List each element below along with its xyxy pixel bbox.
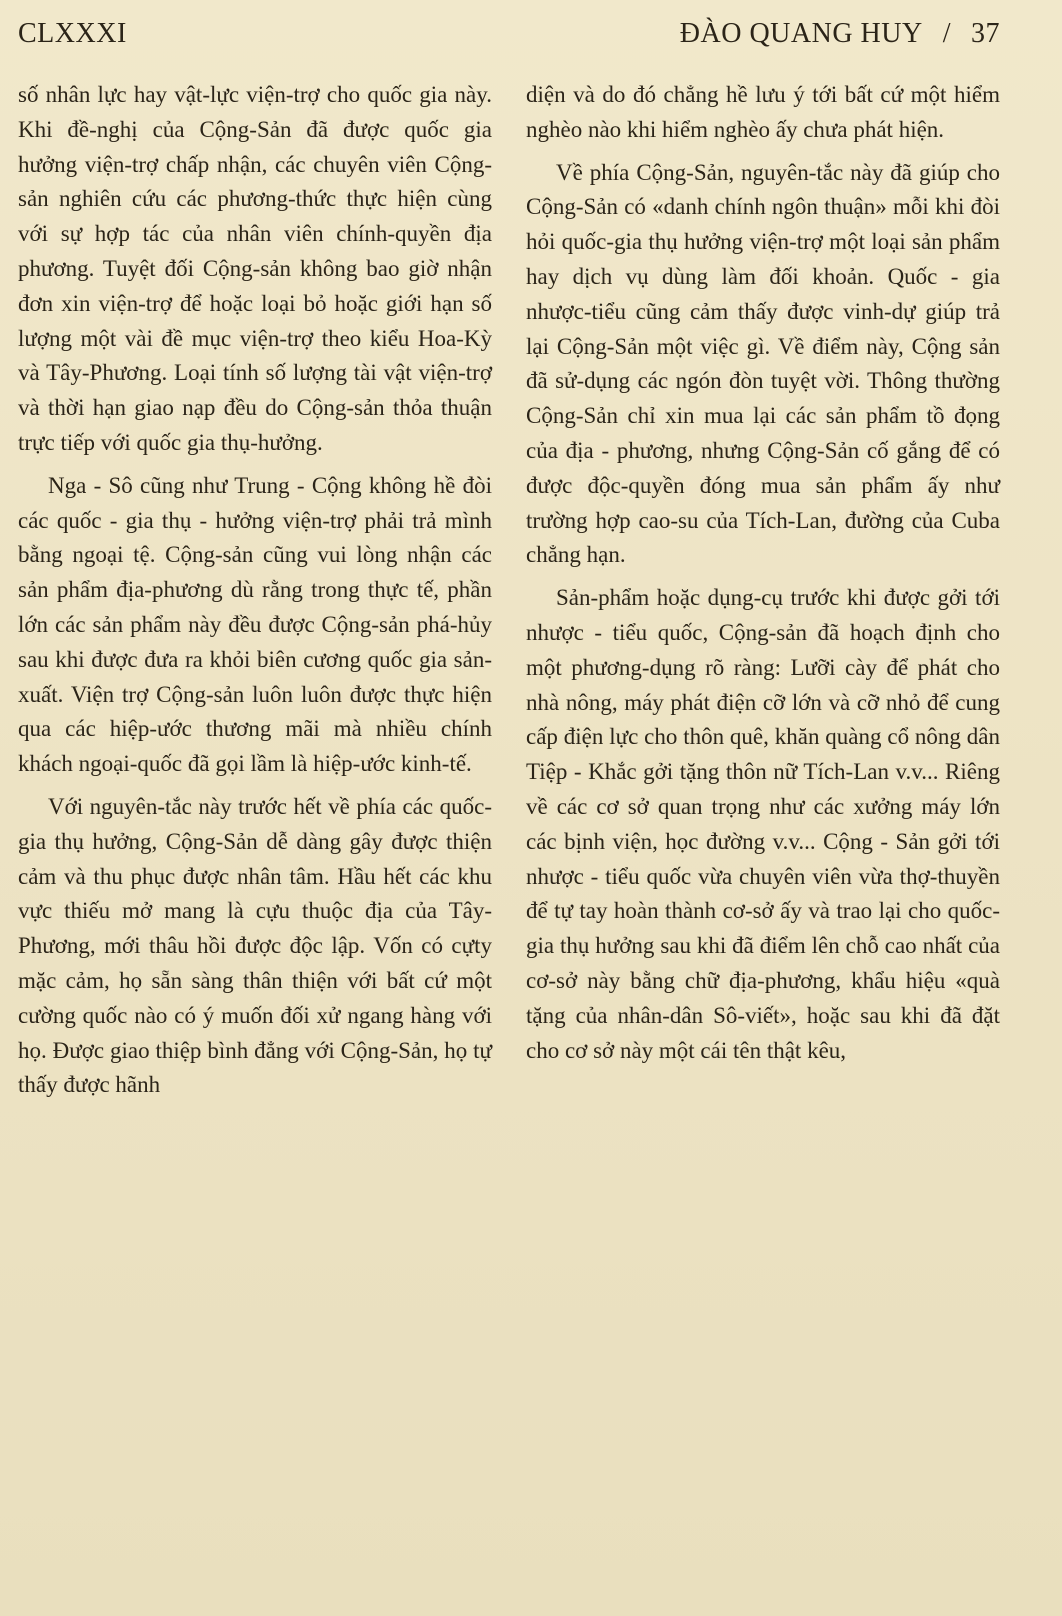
left-column (18, 78, 492, 1103)
paragraph: Về phía Cộng-Sản, nguyên-tắc này đã giúp cho Cộng-Sản có «danh chính ngôn thuận» mỗi khi đòi hỏi quốc-gia thụ hưởng viện-trợ một loại sản phẩm hay dịch vụ dùng làm đối khoản. Quốc - gia nhược-tiểu cũng cảm thấy được vinh-dự giúp trả lại Cộng-Sản một việc gì. Về điểm này, Cộng sản đã sử-dụng các ngón đòn tuyệt vời. Thông thường Cộng-Sản chỉ xin mua lại các sản phẩm tồ đọng của địa - phương, nhưng Cộng-Sản cố gắng để có được độc-quyền đóng mua sản phẩm ấy như trường hợp cao-su của Tích-Lan, đường của Cuba chẳng hạn. (526, 159, 1000, 568)
paragraph: số nhân lực hay vật-lực viện-trợ cho quốc gia này. Khi đề-nghị của Cộng-Sản đã được quốc gia hưởng viện-trợ chấp nhận, các chuyên viên Cộng-sản nghiên cứu các phương-thức thực hiện cùng với sự hợp tác của nhân viên chính-quyền địa phương. Tuyệt đối Cộng-sản không bao giờ nhận đơn xin viện-trợ để hoặc loại bỏ hoặc giới hạn số lượng một vài đề mục viện-trợ theo kiểu Hoa-Kỳ và Tây-Phương. Loại tính số lượng tài vật viện-trợ và thời hạn giao nạp đều do Cộng-sản thỏa thuận trực tiếp với quốc gia thụ-hưởng. (18, 82, 492, 455)
page-header (18, 14, 1000, 54)
running-head-right (680, 18, 1000, 50)
paragraph: Sản-phẩm hoặc dụng-cụ trước khi được gởi tới nhược - tiểu quốc, Cộng-sản đã hoạch định cho một phương-dụng rõ ràng: Lưỡi cày để phát cho nhà nông, máy phát điện cỡ lớn và cỡ nhỏ để cung cấp điện lực cho thôn quê, khăn quàng cổ nông dân Tiệp - Khắc gởi tặng thôn nữ Tích-Lan v.v... Riêng về các cơ sở quan trọng như các xưởng máy lớn các bịnh viện, học đường v.v... Cộng - Sản gởi tới nhược - tiểu quốc vừa chuyên viên vừa thợ-thuyền để tự tay hoàn thành cơ-sở ấy và trao lại cho quốc-gia thụ hưởng sau khi đã điểm lên chỗ cao nhất của cơ-sở này bằng chữ địa-phương, khẩu hiệu «quà tặng của nhân-dân Sô-viết», hoặc sau khi đã đặt cho cơ sở này một cái tên thật kêu, (526, 585, 1000, 1063)
page-number: 37 (971, 18, 1000, 49)
paragraph: Với nguyên-tắc này trước hết về phía các quốc-gia thụ hưởng, Cộng-Sản dễ dàng gây được thiện cảm và thu phục được nhân tâm. Hầu hết các khu vực thiếu mở mang là cựu thuộc địa của Tây-Phương, mới thâu hồi được độc lập. Vốn có cựty mặc cảm, họ sẵn sàng thân thiện với bất cứ một cường quốc nào có ý muốn đối xử ngang hàng với họ. Được giao thiệp bình đẳng với Cộng-Sản, họ tự thấy được hãnh (18, 793, 492, 1098)
right-column (526, 78, 1000, 1068)
paragraph: diện và do đó chẳng hề lưu ý tới bất cứ một hiểm nghèo nào khi hiểm nghèo ấy chưa phát hiện. (526, 82, 1000, 142)
running-head-left: CLXXXI (18, 18, 127, 49)
header-separator: / (942, 18, 951, 49)
paragraph: Nga - Sô cũng như Trung - Cộng không hề đòi các quốc - gia thụ - hưởng viện-trợ phải trả mình bằng ngoại tệ. Cộng-sản cũng vui lòng nhận các sản phẩm địa-phương dù rằng trong thực tế, phần lớn các sản phẩm này đều được Cộng-sản phá-hủy sau khi được đưa ra khỏi biên cương quốc gia sản-xuất. Viện trợ Cộng-sản luôn luôn được thực hiện qua các hiệp-ước thương mãi mà nhiều chính khách ngoại-quốc đã gọi lầm là hiệp-ước kinh-tế. (18, 472, 492, 777)
author-name: ĐÀO QUANG HUY (679, 18, 923, 49)
